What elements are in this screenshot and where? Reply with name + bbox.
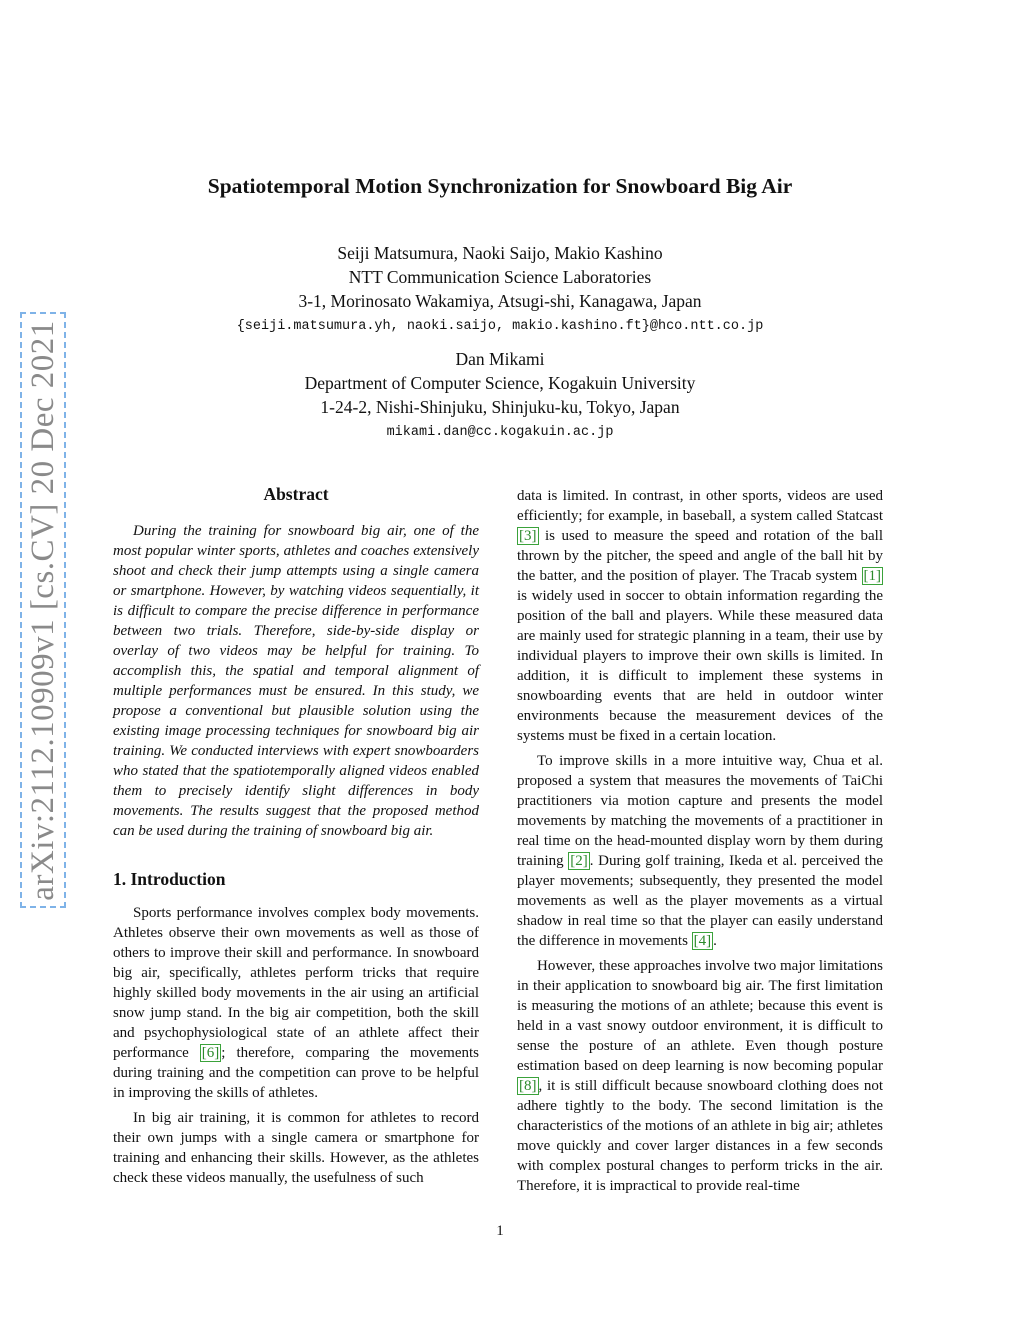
author-names-1: Seiji Matsumura, Naoki Saijo, Makio Kashino <box>337 243 663 263</box>
right-column <box>517 486 883 1196</box>
abstract-text: During the training for snowboard big air, one of the most popular winter sports, athletes and coaches extensively shoot and check their jump attempts using a single camera or smartphone. However, by watching videos sequentially, it is difficult to compare the precise difference in performance between two trials. Therefore, side-by-side display or overlay of two videos may be helpful for training. To accomplish this, the spatial and temporal alignment of multiple performances must be ensured. In this study, we propose a conventional but plausible solution using the existing image processing techniques for snowboard big air training. We conducted interviews with expert snowboarders who stated that the spatiotemporally aligned videos enabled them to precisely identify slight differences in body movements. The results suggest that the proposed method can be used during the training of snowboard big air. <box>113 523 479 839</box>
right-p3-text-a: However, these approaches involve two major limitations in their application to snowboard big air. The first limitation is measuring the motions of an athlete; because this event is held in a vast snowy outdoor environment, it is difficult to sense the posture of an athlete. Even though posture estimation based on deep learning is now becoming popular <box>517 958 883 1074</box>
address-2: 1-24-2, Nishi-Shinjuku, Shinjuku-ku, Tokyo, Japan <box>320 397 680 417</box>
affiliation-2: Department of Computer Science, Kogakuin University <box>304 373 696 393</box>
right-p2-text-a: To improve skills in a more intuitive way, Chua et al. proposed a system that measures the movements of TaiChi practitioners via motion capture and presents the model movements by matching the movements of a practitioner in real time on the head-mounted display worn by them during training <box>517 753 883 869</box>
address-1: 3-1, Morinosato Wakamiya, Atsugi-shi, Kanagawa, Japan <box>298 291 702 311</box>
email-2[interactable]: mikami.dan@cc.kogakuin.ac.jp <box>386 425 614 440</box>
citation-link[interactable]: [3] <box>519 528 537 544</box>
introduction-heading: 1. Introduction <box>113 869 226 889</box>
abstract-heading: Abstract <box>263 484 329 504</box>
citation-link[interactable]: [4] <box>693 933 712 949</box>
author-block <box>0 241 1000 447</box>
right-p1-text-a: data is limited. In contrast, in other sports, videos are used efficiently; for example, in baseball, a system called Statcast <box>517 488 883 524</box>
intro-paragraph-1 <box>113 903 479 1103</box>
left-column <box>113 484 479 1188</box>
intro-p1-text-b: ; therefore, comparing the movements during training and the competition can prove to be helpful in improving the skills of athletes. <box>113 1045 479 1101</box>
right-p1-text-b: is used to measure the speed and rotation of the ball thrown by the pitcher, the speed and angle of the ball hit by the batter, and the position of player. The Tracab system <box>517 528 883 584</box>
right-paragraph-2 <box>517 751 883 951</box>
citation-link[interactable]: [1] <box>863 568 881 584</box>
right-p1-text-c: is widely used in soccer to obtain information regarding the position of the ball and players. While these measured data are mainly used for strategic planning in a team, their use by individual players to improve their own skills is limited. In addition, it is difficult to implement these systems in snowboarding events that are held in outdoor winter environments because the measurement devices of the systems must be fixed in a certain location. <box>517 588 883 744</box>
right-paragraph-1 <box>517 486 883 746</box>
intro-paragraph-2: In big air training, it is common for athletes to record their own jumps with a single camera or smartphone for training and enhancing their skills. However, as the athletes check these videos manually, the usefulness of such <box>113 1110 479 1186</box>
right-p3-text-b: , it is still difficult because snowboard clothing does not adhere tightly to the body. The second limitation is the characteristics of the motions of an athlete in big air; athletes move quickly and cover larger distances in a few seconds with complex postural changes to perform tricks in the air. Therefore, it is impractical to provide real-time <box>517 1078 883 1194</box>
right-paragraph-3 <box>517 956 883 1196</box>
affiliation-1: NTT Communication Science Laboratories <box>348 267 652 287</box>
author-names-2: Dan Mikami <box>455 349 545 369</box>
citation-link[interactable]: [6] <box>201 1045 220 1061</box>
right-p2-text-b: . During golf training, Ikeda et al. perceived the player movements; subsequently, they presented the model movements as well as the player movements as a virtual shadow in real time so that the player can easily understand the difference in movements <box>517 853 883 949</box>
email-1[interactable]: {seiji.matsumura.yh, naoki.saijo, makio.kashino.ft}@hco.ntt.co.jp <box>236 319 764 334</box>
citation-link[interactable]: [8] <box>519 1078 537 1094</box>
right-p2-text-c: . <box>713 933 717 949</box>
citation-link[interactable]: [2] <box>570 853 588 869</box>
page-number: 1 <box>496 1223 504 1239</box>
arxiv-identifier-text: arXiv:2112.10909v1 [cs.CV] 20 Dec 2021 <box>24 319 61 901</box>
paper-title: Spatiotemporal Motion Synchronization for Snowboard Big Air <box>207 174 793 198</box>
intro-p1-text-a: Sports performance involves complex body movements. Athletes observe their own movements as well as those of others to improve their skill and performance. In snowboard big air, specifically, athletes perform tricks that require highly skilled body movements in the air using an artificial snow jump stand. In the big air competition, both the skill and psychophysiological state of an athlete affect their performance <box>113 905 479 1061</box>
